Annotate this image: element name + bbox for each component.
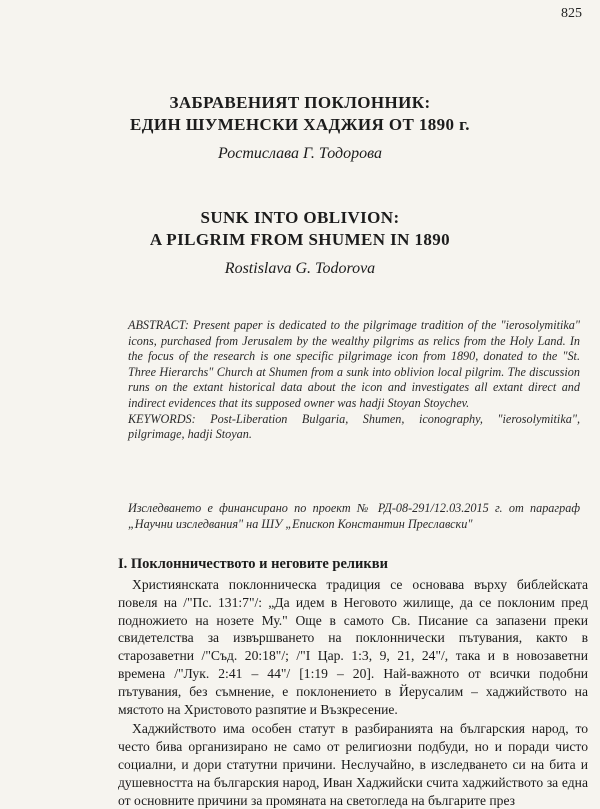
abstract-block xyxy=(128,318,580,443)
english-author: Rostislava G. Todorova xyxy=(224,260,376,277)
bulgarian-title-block xyxy=(0,92,600,163)
section-heading: I. Поклонничеството и неговите реликви xyxy=(118,556,388,572)
keywords-text: KEYWORDS: Post-Liberation Bulgaria, Shumen, iconography, "ierosolymitika", pilgrimage, hadji Stoyan. xyxy=(128,411,580,442)
abstract-text: ABSTRACT: Present paper is dedicated to the pilgrimage tradition of the "ierosolymitika" icons, purchased from Jerusalem by the wealthy pilgrims as relics from the Holy Land. In the focus of the research is one specific pilgrimage icon from 1890, donated to the "St. Three Hierarchs" Church at Shumen from a sunk into oblivion local pilgrim. The discussion runs on the extant historical data about the icon and investigates all extant direct and indirect evidences that its supposed owner was hadji Stoyan Stoychev. xyxy=(128,318,580,410)
funding-note: Изследването е финансирано по проект № РД-08-291/12.03.2015 г. от параграф „Научни изследвания" на ШУ „Епископ Константин Преславски" xyxy=(128,501,580,531)
bulgarian-title-line-1: ЗАБРАВЕНИЯТ ПОКЛОННИК: xyxy=(169,93,431,112)
english-title-line-2: A PILGRIM FROM SHUMEN IN 1890 xyxy=(149,230,451,249)
english-title-line-1: SUNK INTO OBLIVION: xyxy=(200,208,400,227)
english-title-block xyxy=(0,207,600,278)
paragraph-1: Християнската поклонническа традиция се основава върху библейската повеля на /"Пс. 131:7"/: „Да идем в Неговото жилище, да се поклоним пред подножието на нозете Му." Още в самото Св. Писание са запазени преки свидетелства за извършването на поклоннически пътувания, както в старозаветни /"Съд. 20:18"/; /"I Цар. 1:3, 9, 21, 24"/, така и в новозаветни времена /"Лук. 2:41 – 44"/ [1:19 – 20]. Най-важното от всички подобни пътувания, без съмнение, е поклонението в Йерусалим – хаджийството на мястото на Христовото разпятие и Възкресение. xyxy=(118,577,588,717)
body-text xyxy=(118,576,588,809)
paragraph-2: Хаджийството има особен статут в разбиранията на българския народ, то често бива организирано не само от религиозни подбуди, но и поради чисто социални, и дори статутни причини. Неслучайно, в изследването си на бита и душевността на българския народ, Иван Хаджийски счита хаджийството за една от основните причини за промяната на светогледа на българите през xyxy=(118,721,588,808)
bulgarian-author: Ростислава Г. Тодорова xyxy=(218,145,382,162)
page-number: 825 xyxy=(561,6,582,21)
bulgarian-title-line-2: ЕДИН ШУМЕНСКИ ХАДЖИЯ ОТ 1890 г. xyxy=(130,115,470,134)
